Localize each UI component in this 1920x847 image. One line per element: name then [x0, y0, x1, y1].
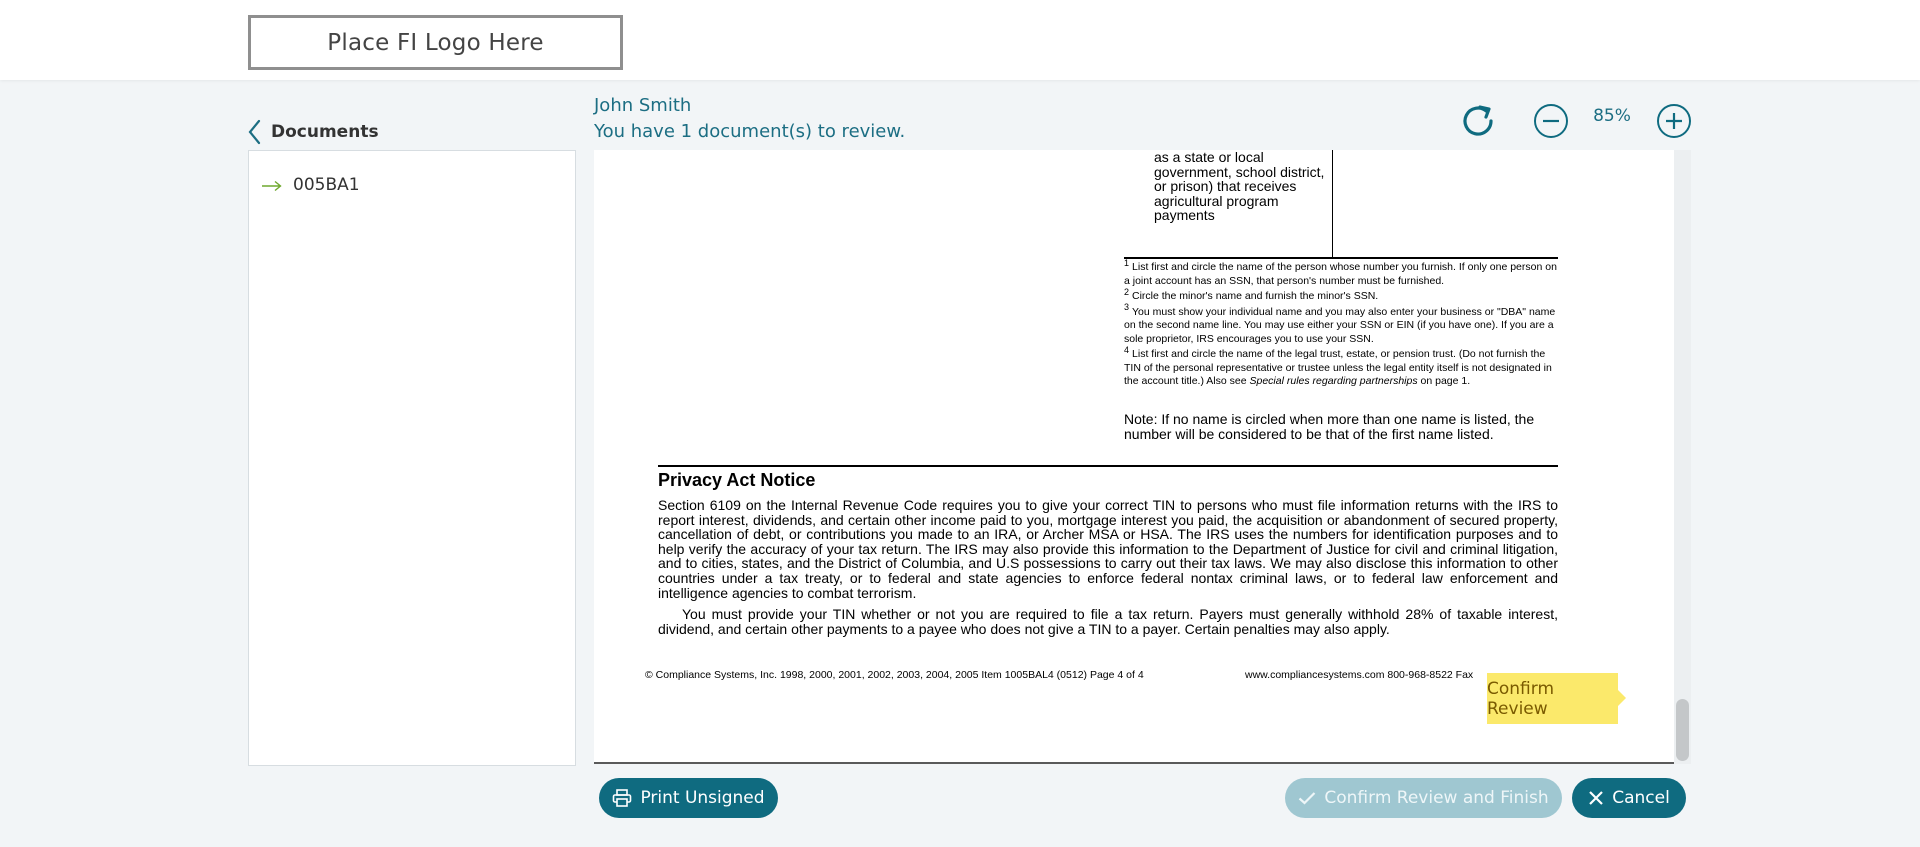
section-rule	[658, 465, 1558, 467]
footnote: $^2$ Circle the minor's name and furnish the minor's SSN.	[1124, 286, 1379, 302]
chevron-left-icon[interactable]	[247, 118, 265, 146]
user-name: John Smith	[594, 95, 692, 116]
printer-icon	[612, 789, 632, 807]
scrollbar[interactable]	[1674, 150, 1691, 764]
document-viewer[interactable]	[594, 150, 1674, 764]
zoom-level: 85%	[1593, 106, 1631, 126]
table-divider	[1332, 150, 1333, 257]
privacy-paragraph: You must provide your TIN whether or not you are required to file a tax return. Payers must generally withhold 28% of taxable interest, dividend, and certain other payments to a payee who does not give a TIN to a payer. Certain penalties may also apply.	[658, 606, 1558, 637]
confirm-review-finish-label: Confirm Review and Finish	[1324, 788, 1549, 808]
review-message: You have 1 document(s) to review.	[594, 121, 906, 142]
checkmark-icon	[1298, 791, 1316, 805]
doc-footer-copyright: © Compliance Systems, Inc. 1998, 2000, 2001, 2002, 2003, 2004, 2005 Item 1005BAL4 (0512) Page 4 of 4	[645, 669, 1144, 681]
doc-note: Note: If no name is circled when more than one name is listed, the number will be considered to be that of the first name listed.	[1124, 411, 1535, 442]
print-unsigned-label: Print Unsigned	[640, 788, 765, 808]
close-icon	[1588, 790, 1604, 806]
documents-header[interactable]	[247, 118, 379, 146]
document-list-item[interactable]	[261, 171, 360, 199]
cancel-label: Cancel	[1612, 788, 1670, 808]
doc-footnotes	[1124, 257, 1564, 391]
doc-footer-contact: www.compliancesystems.com 800-968-8522 Fax	[1245, 669, 1474, 681]
logo-placeholder: Place FI Logo Here	[248, 15, 623, 70]
privacy-title: Privacy Act Notice	[658, 470, 816, 490]
zoom-out-icon[interactable]	[1533, 103, 1569, 139]
document-name: 005BA1	[293, 175, 360, 195]
confirm-review-flag[interactable]: Confirm Review	[1487, 673, 1618, 724]
footnote: $^3$ You must show your individual name and you may also enter your business or "DBA" name on the second name line. You may use either your SSN or EIN (if you have one). If you are a sole proprietor, IRS encourages you to use your SSN.	[1124, 302, 1556, 345]
refresh-icon[interactable]	[1458, 101, 1498, 141]
doc-column-text: as a state or local government, school district, or prison) that receives agricultural program payments	[1154, 150, 1325, 223]
footnote: $^4$ List first and circle the name of the legal trust, estate, or pension trust. (Do not furnish the TIN of the personal representative or trustee unless the legal entity itself is not designated in the account title.) Also see Special rules regarding partnerships on page 1.	[1124, 344, 1552, 387]
top-bar	[0, 0, 1920, 80]
document-list	[248, 150, 576, 766]
cancel-button[interactable]	[1572, 778, 1686, 818]
table-rule	[1124, 257, 1558, 259]
scrollbar-thumb[interactable]	[1676, 699, 1689, 761]
zoom-in-icon[interactable]	[1656, 103, 1692, 139]
footnote: $^1$ List first and circle the name of the person whose number you furnish. If only one person on a joint account has an SSN, that person's number must be furnished.	[1124, 257, 1557, 287]
arrow-right-icon	[261, 173, 291, 197]
privacy-paragraph: Section 6109 on the Internal Revenue Code requires you to give your correct TIN to persons who must file information returns with the IRS to report interest, dividends, and certain other income paid to you, mortgage interest you paid, the acquisition or abandonment of secured property, cancellation of debt, or contributions you made to an IRA, or Archer MSA or HSA. The IRS uses the numbers for identification purposes and to help verify the accuracy of your tax return. The IRS may also provide this information to the Department of Justice for civil and criminal litigation, and to cities, states, and the District of Columbia, and U.S possessions to carry out their tax laws. We may also disclose this information to other countries under a tax treaty, or to federal and state agencies to enforce federal nontax criminal laws, or to federal law enforcement and intelligence agencies to combat terrorism.	[658, 497, 1558, 601]
print-unsigned-button[interactable]	[599, 778, 778, 818]
confirm-review-finish-button[interactable]	[1285, 778, 1562, 818]
documents-title: Documents	[271, 122, 379, 142]
